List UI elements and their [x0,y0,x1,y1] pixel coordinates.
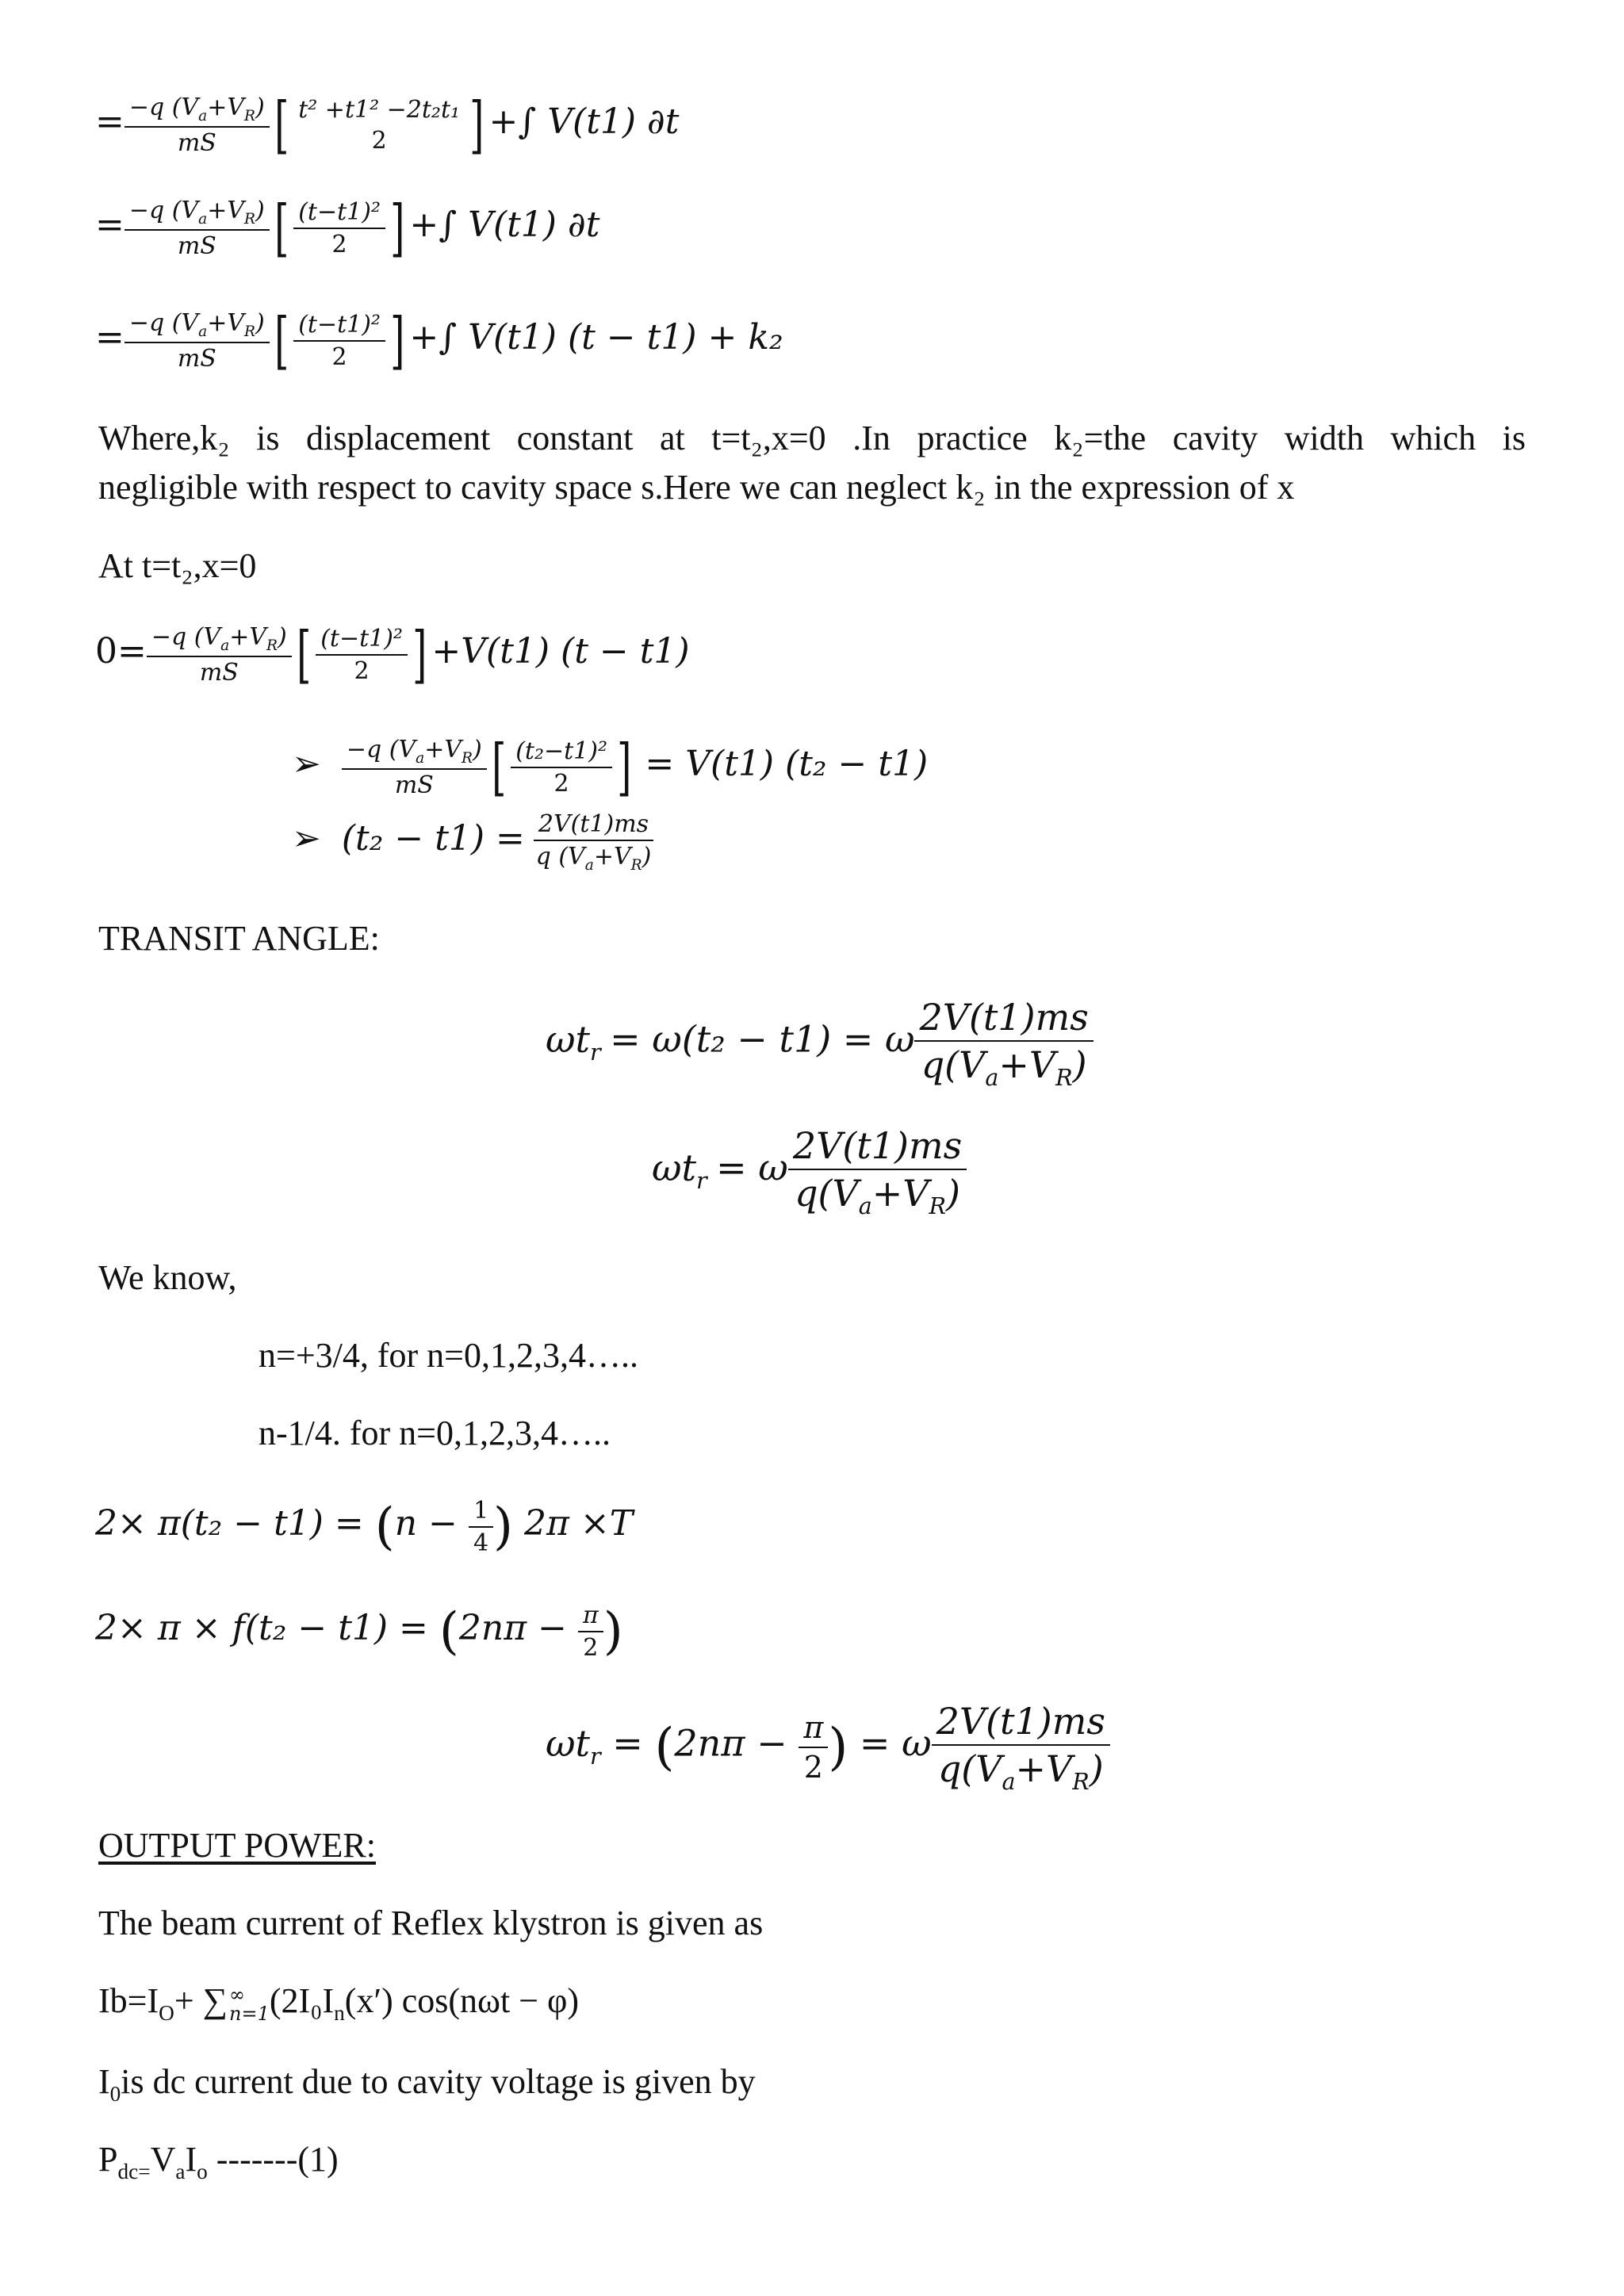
equation-10: 2× π × f(t₂ − t1) = (2nπ − $\frac{\pi}{2}$ ) [95,1601,623,1662]
i0-description: $I_0is$ dc current due to cavity voltage is given by [98,2062,756,2106]
n-condition-line-2: n-1/4. for n=0,1,2,3,4….. [259,1414,611,1452]
n-condition-line-1: n=+3/4, for n=0,1,2,3,4….. [259,1336,638,1375]
equation-7: $\omega t_r = \omega(t_2 - t1) = \omega$ $\frac{2V(t1)ms}{q(V_a+V_R)}$ [546,996,1094,1091]
equation-4: 0= $\frac{-q (V_a+V_R)}{mS}$ [ $\frac{\text{(t−t1)²}}{2}$ ] +V(t1) (t − t1) [95,619,690,691]
at-condition-line: At t=t₂,x=0 [98,546,257,585]
equation-2: = $\frac{-q (V_a+V_R)}{mS}$ [ $\frac{\text{(t−t1)²}}{2}$ ] +∫ V(t1) ∂t [95,193,600,264]
equation-8: $\omega t_r = \omega$ $\frac{2V(t1)ms}{q(V_a+V_R)}$ [652,1124,967,1219]
equation-11: $\omega t_r = (2n\pi$ − $\frac{\pi}{2}$ ) = ω $\frac{2V(t1)ms}{q(V_a+V_R)}$ [546,1700,1110,1795]
paragraph-displacement-constant: Where,k₂ is displacement constant at t=t₂,x=0 .In practice k₂=the cavity width which is negligible with respect to cavity space s.Here we can neglect k₂ in the expression of x [98,419,1526,507]
transit-angle-heading: TRANSIT ANGLE: [98,919,380,958]
beam-current-equation: $Ib=I_O+$ ∑ ∞ n=1 ($2I_0I_n(x') \cos(n\omega t - \varphi)$ [98,1981,580,2025]
equation-9: 2× π(t₂ − t1) = (n − $\frac{1}{4}$ ) 2π ×T [95,1497,634,1557]
pdc-equation: $P_{dc=}V_aI_o$ -------(1) [98,2140,339,2183]
equation-1: = $\frac{-q (V_a+V_R)}{mS}$ [ t² +t1² −2t₂t₁ 2 ] +∫ V(t1) ∂t [95,90,680,161]
output-power-heading: OUTPUT POWER: [98,1826,376,1865]
beam-current-intro: The beam current of Reflex klystron is given as [98,1904,764,1942]
equation-3: = $\frac{-q (V_a+V_R)}{mS}$ [ $\frac{\text{(t−t1)²}}{2}$ ] +∫ V(t1) (t − t1) + k₂ [95,305,783,377]
equation-6: ➢ (t₂ − t1) = $\frac{2V(t1)ms}{q (V_a+V_R)}$ [292,810,653,874]
equation-5: ➢ $\frac{-q (V_a+V_R)}{mS}$ [ $\frac{\text{(t₂−t1)²}}{2}$ ] = V(t1) (t₂ − t1) [292,732,929,803]
we-know-line: We know, [98,1258,237,1297]
